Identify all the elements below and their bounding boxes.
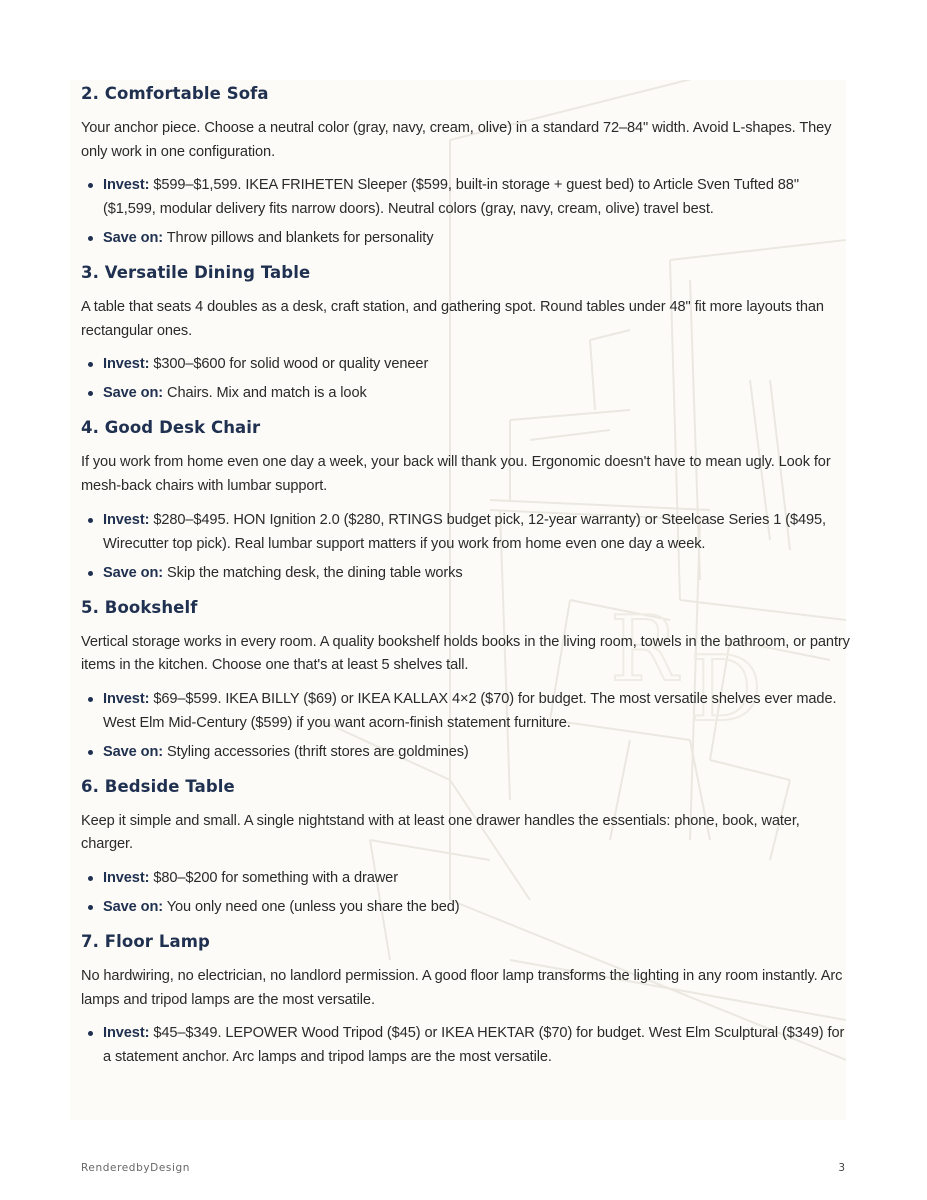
- bullet-list: [81, 687, 851, 764]
- section-description: Keep it simple and small. A single nightstand with at least one drawer handles the essentials: phone, book, water, charger.: [81, 812, 800, 853]
- section-title: 2. Comfortable Sofa: [81, 84, 269, 103]
- section-title: 3. Versatile Dining Table: [81, 263, 311, 283]
- item-text: Skip the matching desk, the dining table works: [167, 564, 463, 581]
- item-label: Invest:: [103, 356, 150, 373]
- section-title: 4. Good Desk Chair: [81, 418, 261, 438]
- list-item: [81, 561, 851, 585]
- list-item: [81, 381, 851, 405]
- list-item: [81, 508, 851, 556]
- item-text: Chairs. Mix and match is a look: [167, 385, 367, 402]
- list-item: [81, 895, 851, 919]
- section-dining-table: [81, 261, 851, 405]
- item-text: $300–$600 for solid wood or quality veneer: [153, 356, 429, 373]
- section-floor-lamp: [81, 930, 851, 1069]
- section-bedside-table: [81, 775, 851, 919]
- list-item: [81, 866, 851, 890]
- section-bookshelf: [81, 596, 851, 764]
- bullet-list: [81, 352, 851, 405]
- list-item: [81, 226, 851, 250]
- item-label: Invest:: [103, 177, 150, 194]
- item-label: Invest:: [103, 511, 150, 528]
- section-description: Vertical storage works in every room. A quality bookshelf holds books in the living room, towels in the bathroom, or pantry items in the kitchen. Choose one that's at least 5 shelves tall.: [81, 633, 850, 674]
- section-description: If you work from home even one day a week, your back will thank you. Ergonomic doesn't have to mean ugly. Look for mesh-back chairs with lumbar support.: [81, 454, 831, 494]
- section-sofa: [81, 82, 851, 250]
- bullet-list: [81, 866, 851, 919]
- item-label: Save on:: [103, 230, 164, 247]
- section-description: A table that seats 4 doubles as a desk, craft station, and gathering spot. Round tables under 48" fit more layouts than rectangular ones.: [81, 299, 824, 339]
- list-item: [81, 1021, 851, 1069]
- section-desk-chair: [81, 416, 851, 584]
- bullet-list: [81, 508, 851, 585]
- document-content: [81, 82, 851, 1080]
- section-title: 6. Bedside Table: [81, 776, 235, 796]
- item-label: Save on:: [103, 743, 164, 760]
- item-label: Save on:: [103, 898, 164, 915]
- list-item: [81, 352, 851, 376]
- section-title: 7. Floor Lamp: [81, 931, 210, 951]
- list-item: [81, 740, 851, 764]
- item-text: $280–$495. HON Ignition 2.0 ($280, RTINGS budget pick, 12-year warranty) or Steelcase Series 1 ($495, Wirecutter top pick). Real lumbar support matters if you work from home even one day a week.: [103, 511, 826, 552]
- svg-text:D: D: [690, 637, 763, 742]
- list-item: [81, 687, 851, 735]
- svg-text:R: R: [610, 597, 678, 702]
- bullet-list: [81, 1021, 851, 1069]
- item-label: Save on:: [103, 385, 164, 402]
- section-title: 5. Bookshelf: [81, 597, 198, 617]
- item-text: $80–$200 for something with a drawer: [153, 869, 398, 886]
- item-text: Styling accessories (thrift stores are goldmines): [167, 743, 469, 760]
- item-label: Save on:: [103, 564, 164, 581]
- item-text: $45–$349. LEPOWER Wood Tripod ($45) or IKEA HEKTAR ($70) for budget. West Elm Sculptural ($349) for a statement anchor. Arc lamps and tripod lamps are the most versatile.: [103, 1025, 845, 1066]
- item-label: Invest:: [103, 690, 150, 707]
- section-description: No hardwiring, no electrician, no landlord permission. A good floor lamp transforms the lighting in any room instantly. Arc lamps and tripod lamps are the most versatile.: [81, 967, 843, 1008]
- item-text: $599–$1,599. IKEA FRIHETEN Sleeper ($599, built-in storage + guest bed) to Article Sven Tufted 88" ($1,599, modular delivery fits narrow doors). Neutral colors (gray, navy, cream, olive) travel best.: [103, 177, 799, 218]
- list-item: [81, 173, 851, 221]
- item-text: Throw pillows and blankets for personality: [166, 230, 434, 247]
- footer-brand: RenderedbyDesign: [81, 1162, 191, 1174]
- page-number: 3: [838, 1162, 845, 1174]
- section-description: Your anchor piece. Choose a neutral color (gray, navy, cream, olive) in a standard 72–84" width. Avoid L-shapes. They only work in one configuration.: [81, 120, 832, 160]
- item-text: You only need one (unless you share the bed): [166, 898, 460, 915]
- item-text: $69–$599. IKEA BILLY ($69) or IKEA KALLAX 4×2 ($70) for budget. The most versatile shelves ever made. West Elm Mid-Century ($599) if you want acorn-finish statement furniture.: [103, 690, 837, 731]
- item-label: Invest:: [103, 869, 150, 886]
- item-label: Invest:: [103, 1025, 150, 1042]
- bullet-list: [81, 173, 851, 250]
